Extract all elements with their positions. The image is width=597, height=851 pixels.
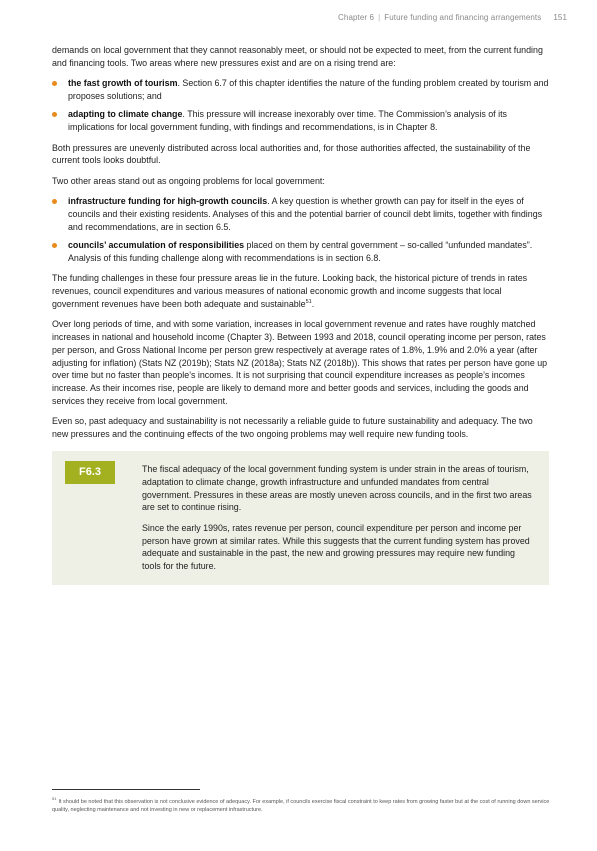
list-item-lead: adapting to climate change bbox=[68, 109, 183, 120]
list-item bbox=[52, 108, 550, 134]
footnote-number: 51 bbox=[52, 796, 57, 801]
finding-label: F6.3 bbox=[65, 461, 115, 484]
list-item-text: placed on them by central government – so-called “unfunded mandates”. Analysis of this funding challenge along with recommendations is in section 6.8. bbox=[68, 240, 533, 263]
paragraph-end: . bbox=[311, 298, 315, 309]
list-item-lead: infrastructure funding for high-growth councils bbox=[68, 196, 268, 207]
footnote-divider bbox=[52, 789, 200, 790]
bullet-icon bbox=[52, 199, 57, 204]
finding-box bbox=[52, 451, 549, 585]
footnote bbox=[52, 795, 550, 815]
paragraph-even-so: Even so, past adequacy and sustainability is not necessarily a reliable guide to future sustainability and adequacy. The two new pressures and the continuing effects of the two ongoing problems may well require new funding tools. bbox=[52, 416, 533, 440]
list-item bbox=[52, 239, 550, 265]
bullet-icon bbox=[52, 112, 57, 117]
page-body bbox=[52, 44, 550, 585]
ongoing-problems-list bbox=[52, 195, 550, 265]
list-item-text: . Section 6.7 of this chapter identifies the nature of the funding problem created by tourism and proposes solutions; and bbox=[68, 78, 549, 101]
rising-pressures-list bbox=[52, 77, 550, 134]
list-item-text: . A key question is whether growth can pay for itself in the eyes of councils and their existing residents. Analyses of this and the potential barrier of council debt limits, together with findings and recommendations, are in section 6.5. bbox=[68, 196, 543, 232]
finding-paragraph: Since the early 1990s, rates revenue per person, council expenditure per person and income per person have grown at similar rates. While this suggests that the current funding system has proved adequate and sustainable in the past, the new and growing pressures may require new funding tools for the future. bbox=[142, 522, 530, 572]
running-header bbox=[338, 13, 567, 22]
paragraph-both-pressures: Both pressures are unevenly distributed across local authorities and, for those authorities affected, the sustainability of the current tools looks doubtful. bbox=[52, 142, 531, 166]
paragraph-funding-challenges bbox=[52, 272, 550, 310]
footnote-text: It should be noted that this observation is not conclusive evidence of adequacy. For example, if councils exercise fiscal constraint to keep rates from growing faster but at the cost of running down service quality, neglecting maintenance and not investing in new or replacement infrastructure. bbox=[52, 798, 550, 814]
page-number: 151 bbox=[553, 13, 567, 22]
list-item-lead: councils’ accumulation of responsibilities bbox=[68, 240, 245, 251]
finding-paragraph: The fiscal adequacy of the local government funding system is under strain in the areas of tourism, adaptation to climate change, growth infrastructure and unfunded mandates from central government. Pressures in these areas are mostly uneven across councils, and in the first two areas are set to continue rising. bbox=[142, 464, 532, 513]
finding-body bbox=[142, 463, 535, 573]
footnote-reference[interactable]: 51 bbox=[305, 298, 312, 305]
intro-paragraph: demands on local government that they cannot reasonably meet, or should not be expected to meet, from the current funding and financing tools. Two areas where new pressures exist and are on a rising trend are: bbox=[52, 45, 543, 68]
list-item-lead: the fast growth of tourism bbox=[68, 78, 178, 89]
bullet-icon bbox=[52, 243, 57, 248]
paragraph-two-other-areas: Two other areas stand out as ongoing problems for local government: bbox=[52, 175, 325, 186]
list-item bbox=[52, 195, 550, 233]
header-title: Future funding and financing arrangements bbox=[384, 13, 542, 22]
header-separator: | bbox=[378, 13, 381, 22]
header-chapter: Chapter 6 bbox=[338, 13, 375, 22]
paragraph-text: The funding challenges in these four pressure areas lie in the future. Looking back, the historical picture of trends in rates revenues, council expenditures and various measures of national economic growth and income suggests that local government revenues have been both adequate and sustainable bbox=[52, 273, 528, 309]
paragraph-long-periods: Over long periods of time, and with some variation, increases in local government revenue and rates have roughly matched increases in national and household income (Chapter 3). Between 1993 and 2018, council operating income per person, rates per person, and Gross National Income per person grew respectively at average rates of 1.8%, 1.9% and 2.0% a year (after adjusting for inflation) (Stats NZ (2019b); Stats NZ (2018a); Stats NZ (2018b)). This shows that rates per person have gone up over time but no faster than people’s incomes. It is not surprising that council expenditure increases as people’s incomes increase. As their incomes rise, people are likely to demand more and better goods and services, including the goods and services they receive from local government. bbox=[52, 319, 548, 407]
list-item bbox=[52, 77, 550, 103]
list-item-text: . This pressure will increase inexorably over time. The Commission’s analysis of its implications for local government funding, with findings and recommendations, is in Chapter 8. bbox=[68, 109, 507, 133]
bullet-icon bbox=[52, 81, 57, 86]
